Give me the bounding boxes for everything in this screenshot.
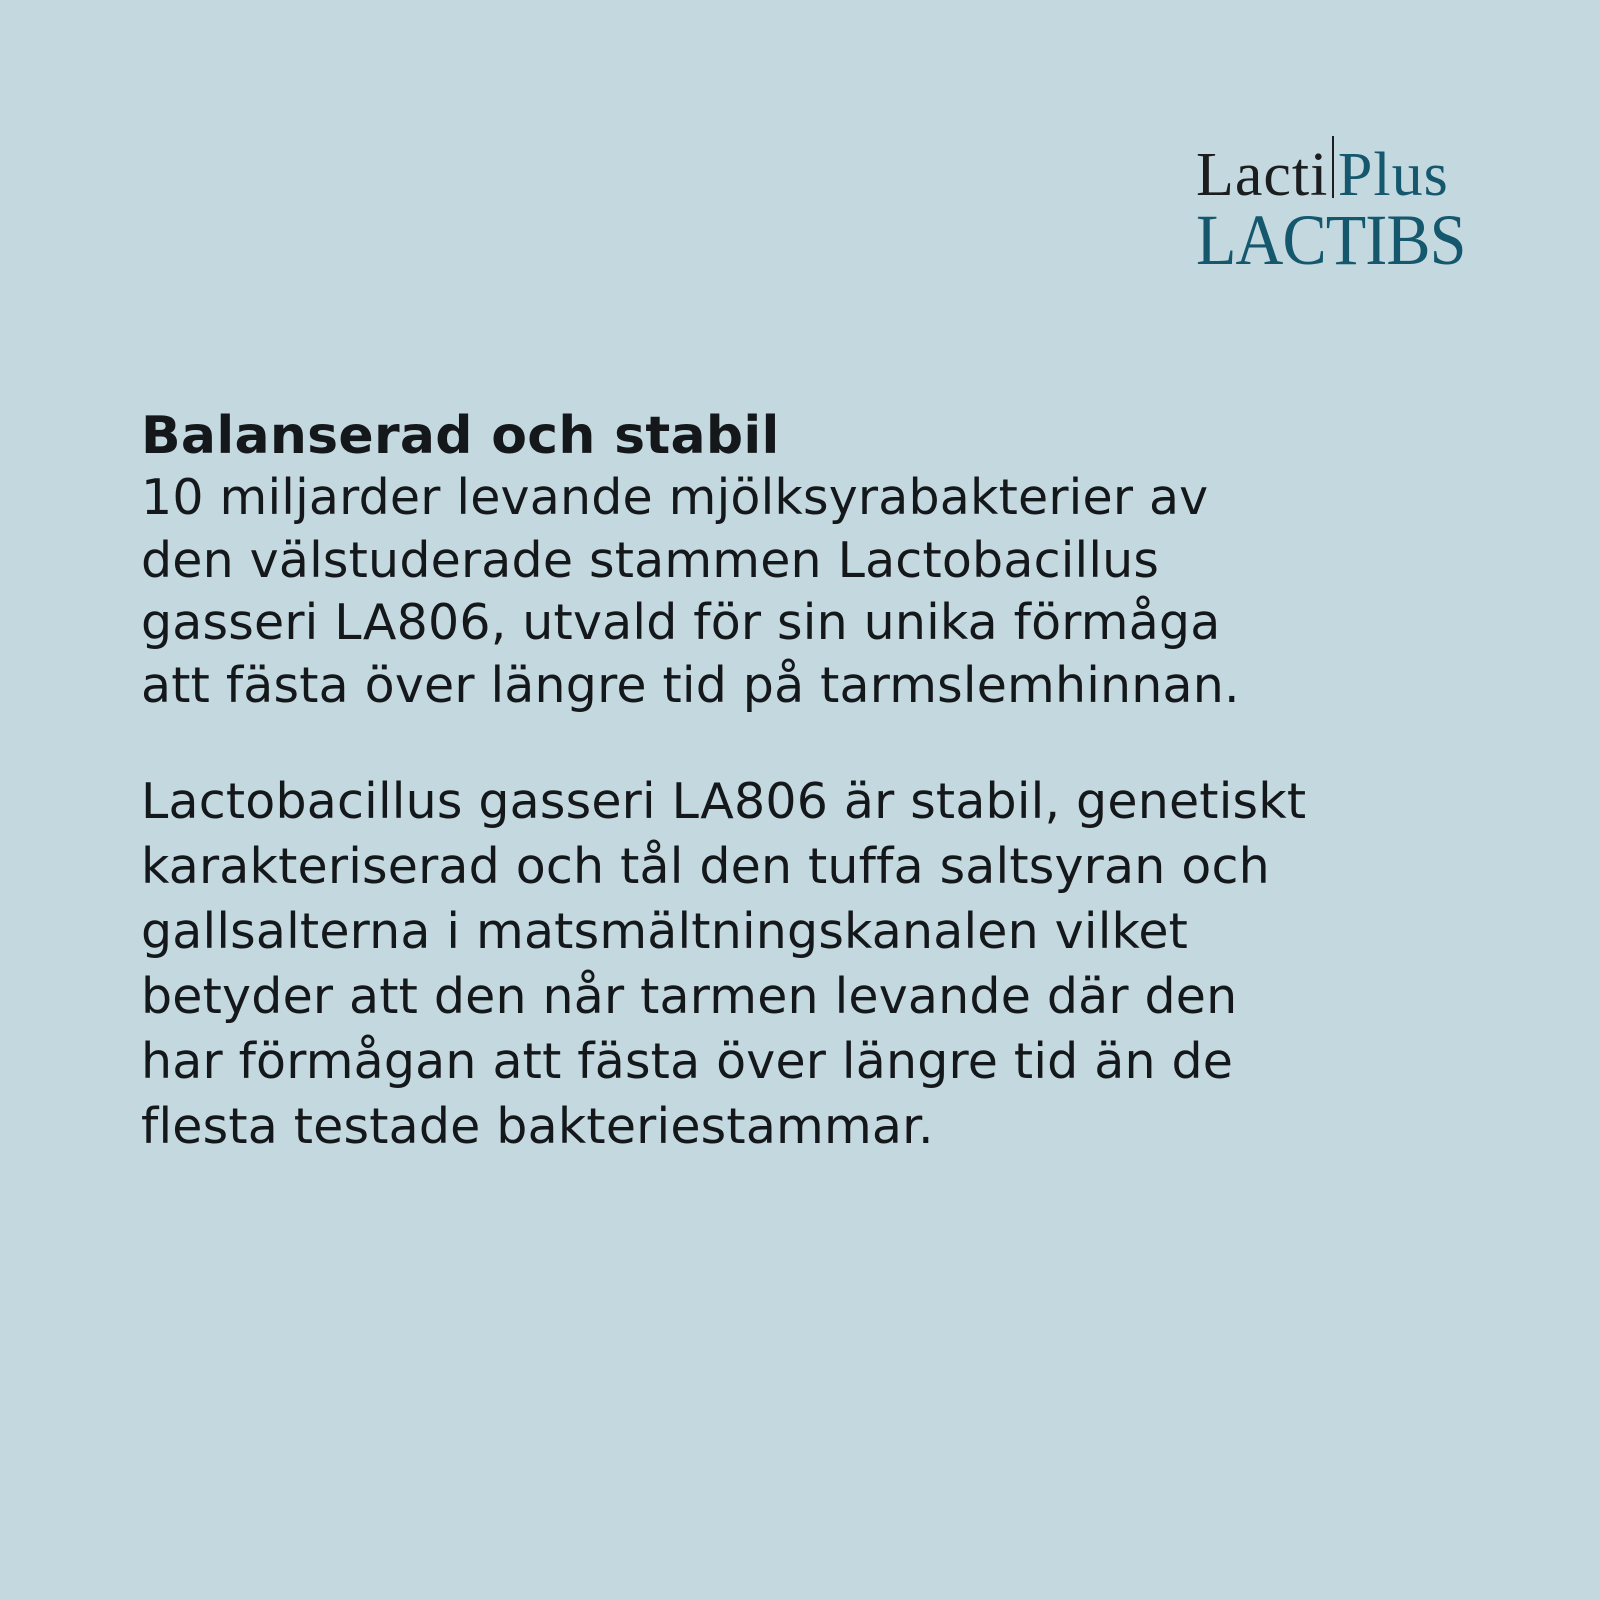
paragraph-line: flesta testade bakteriestammar. xyxy=(141,1098,934,1155)
logo-divider xyxy=(1332,136,1334,198)
paragraph-line: karakteriserad och tål den tuffa saltsyran och xyxy=(141,838,1270,895)
paragraph-line: har förmågan att fästa över längre tid än de xyxy=(141,1033,1234,1090)
paragraph-line: den välstuderade stammen Lactobacillus xyxy=(141,531,1160,589)
paragraph-line: 10 miljarder levande mjölksyrabakterier av xyxy=(141,469,1209,526)
paragraph-intro xyxy=(141,467,1481,717)
paragraph-line: Lactobacillus gasseri LA806 är stabil, genetiskt xyxy=(141,773,1307,830)
brand-logo xyxy=(1196,136,1496,280)
paragraph-line: gallsalterna i matsmältningskanalen vilket xyxy=(141,903,1189,960)
page-heading: Balanserad och stabil xyxy=(141,406,780,466)
paragraph-line: att fästa över längre tid på tarmslemhinnan. xyxy=(141,656,1240,714)
logo-product-name: LACTIBS xyxy=(1196,200,1466,280)
paragraph-details xyxy=(141,769,1481,1159)
logo-word-plus: Plus xyxy=(1337,141,1449,209)
logo-word-lacti: Lacti xyxy=(1196,141,1329,209)
paragraph-line: betyder att den når tarmen levande där den xyxy=(141,968,1238,1025)
main-content xyxy=(141,405,1481,1159)
paragraph-line: gasseri LA806, utvald för sin unika förmåga xyxy=(141,594,1221,651)
logo-brand-row xyxy=(1196,136,1496,209)
